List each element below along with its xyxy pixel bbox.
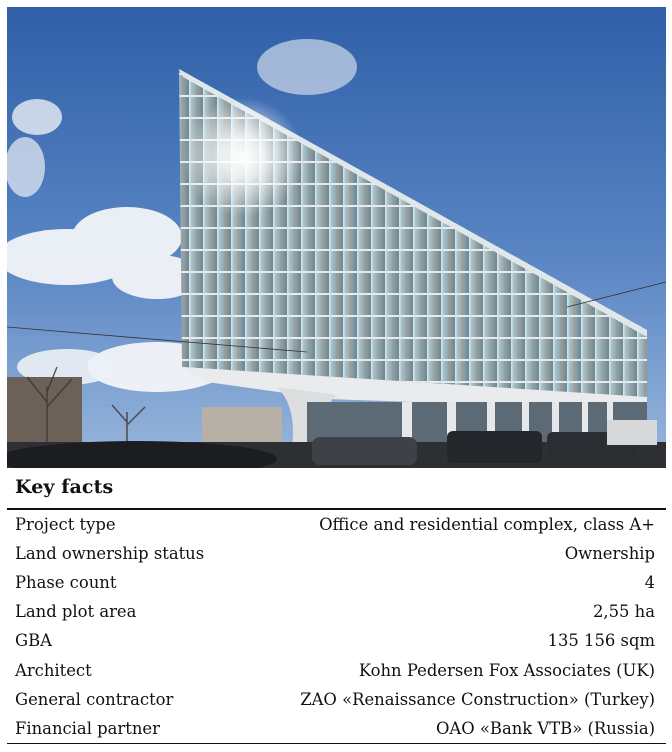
table-row: [7, 714, 666, 743]
fact-label: General contractor: [15, 689, 174, 709]
fact-value: ZAO «Renaissance Construction» (Turkey): [300, 689, 655, 709]
building-photo: [7, 7, 666, 468]
table-row: [7, 568, 666, 597]
fact-value: 4: [644, 573, 655, 593]
fact-label: Land ownership status: [15, 544, 205, 564]
fact-value: Office and residential complex, class A+: [319, 515, 655, 535]
table-row: [7, 539, 666, 568]
fact-value: Kohn Pedersen Fox Associates (UK): [358, 660, 655, 680]
table-row: [7, 655, 666, 684]
fact-label: Financial partner: [15, 718, 160, 738]
table-row: [7, 685, 666, 714]
section-title: Key facts: [15, 476, 114, 498]
fact-label: Project type: [15, 515, 116, 535]
table-row: [7, 626, 666, 655]
table-row: [7, 510, 666, 539]
fact-label: Phase count: [15, 573, 117, 593]
table-row: [7, 597, 666, 626]
fact-label: Land plot area: [15, 602, 137, 622]
fact-value: OAO «Bank VTB» (Russia): [435, 718, 655, 738]
key-facts-table: [7, 510, 666, 743]
fact-value: 2,55 ha: [592, 602, 655, 622]
table-bottom-rule: [7, 743, 666, 744]
fact-value: Ownership: [564, 544, 655, 564]
fact-label: GBA: [15, 631, 52, 651]
fact-label: Architect: [15, 660, 92, 680]
fact-value: 135 156 sqm: [547, 631, 655, 651]
